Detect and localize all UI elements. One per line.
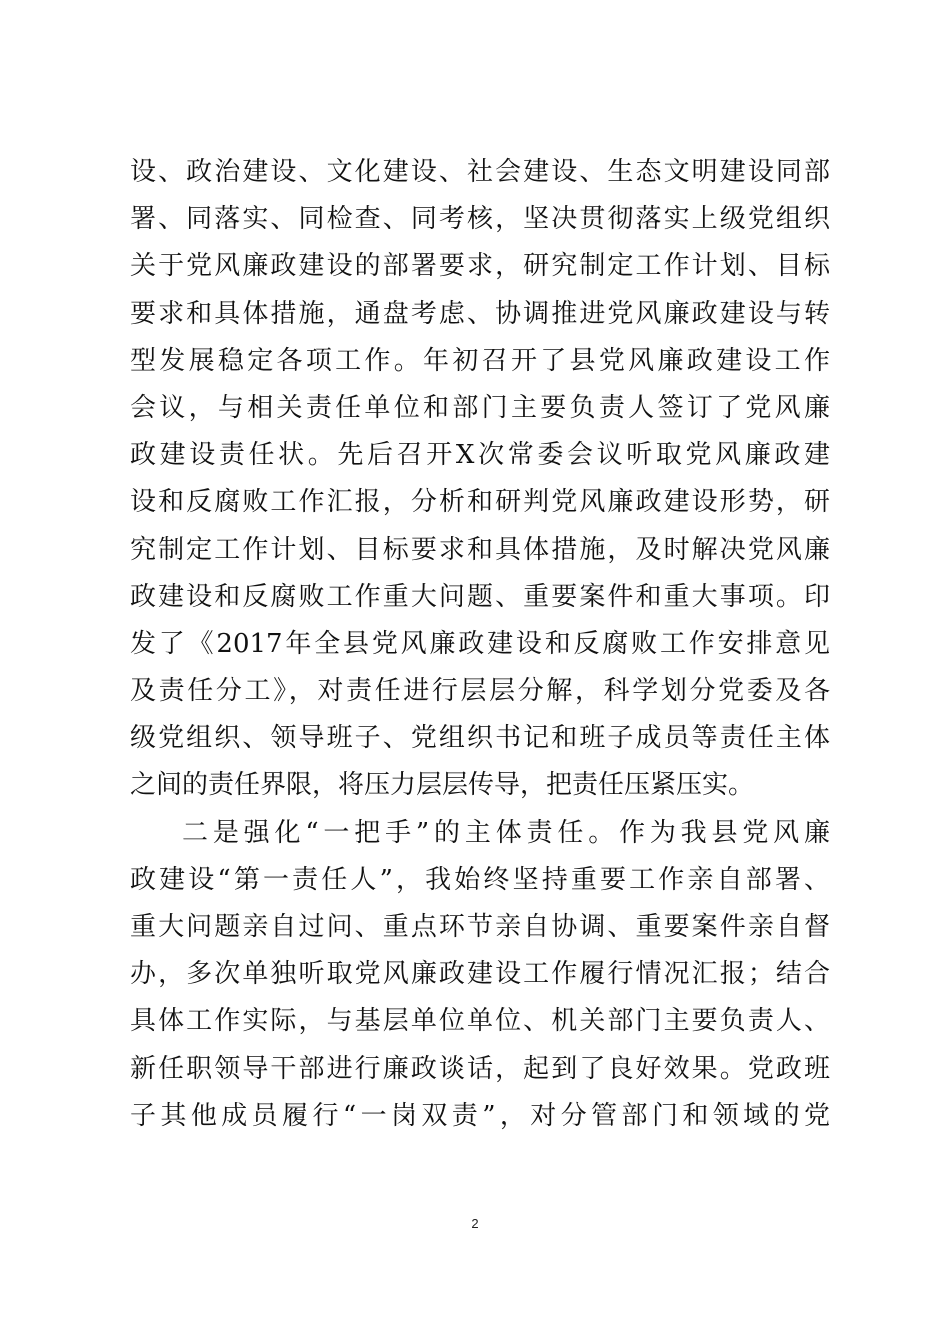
text-line: 级党组织、领导班子、党组织书记和班子成员等责任主体 xyxy=(130,723,830,754)
body-text xyxy=(130,149,830,1140)
text-line: 会议，与相关责任单位和部门主要负责人签订了党风廉 xyxy=(130,392,830,423)
paragraph-start-line: 二是强化“一把手”的主体责任。作为我县党风廉 xyxy=(182,817,830,848)
text-line: 型发展稳定各项工作。年初召开了县党风廉政建设工作 xyxy=(130,345,830,376)
text-line: 子其他成员履行“一岗双责”，对分管部门和领域的党 xyxy=(130,1100,830,1131)
text-line: 新任职领导干部进行廉政谈话，起到了良好效果。党政班 xyxy=(130,1053,830,1084)
text-line: 及责任分工》，对责任进行层层分解，科学划分党委及各 xyxy=(130,676,830,707)
text-line: 署、同落实、同检查、同考核，坚决贯彻落实上级党组织 xyxy=(130,204,830,235)
text-line: 设、政治建设、文化建设、社会建设、生态文明建设同部 xyxy=(130,157,830,187)
page-number: 2 xyxy=(471,1216,479,1231)
text-line: 办，多次单独听取党风廉政建设工作履行情况汇报；结合 xyxy=(130,959,830,990)
text-line: 设和反腐败工作汇报，分析和研判党风廉政建设形势，研 xyxy=(130,487,830,518)
text-line: 发了《2017年全县党风廉政建设和反腐败工作安排意见 xyxy=(130,628,830,659)
text-line: 政建设责任状。先后召开X次常委会议听取党风廉政建 xyxy=(130,440,830,471)
text-line: 政建设“第一责任人”，我始终坚持重要工作亲自部署、 xyxy=(130,864,830,895)
paragraph-end-line: 之间的责任界限，将压力层层传导，把责任压紧压实。 xyxy=(130,770,755,801)
text-line: 要求和具体措施，通盘考虑、协调推进党风廉政建设与转 xyxy=(130,298,830,329)
text-line: 具体工作实际，与基层单位单位、机关部门主要负责人、 xyxy=(130,1006,830,1037)
text-line: 政建设和反腐败工作重大问题、重要案件和重大事项。印 xyxy=(130,581,830,612)
text-line: 重大问题亲自过问、重点环节亲自协调、重要案件亲自督 xyxy=(130,912,830,942)
text-line: 究制定工作计划、目标要求和具体措施，及时解决党风廉 xyxy=(130,534,830,565)
text-line: 关于党风廉政建设的部署要求，研究制定工作计划、目标 xyxy=(130,251,830,282)
